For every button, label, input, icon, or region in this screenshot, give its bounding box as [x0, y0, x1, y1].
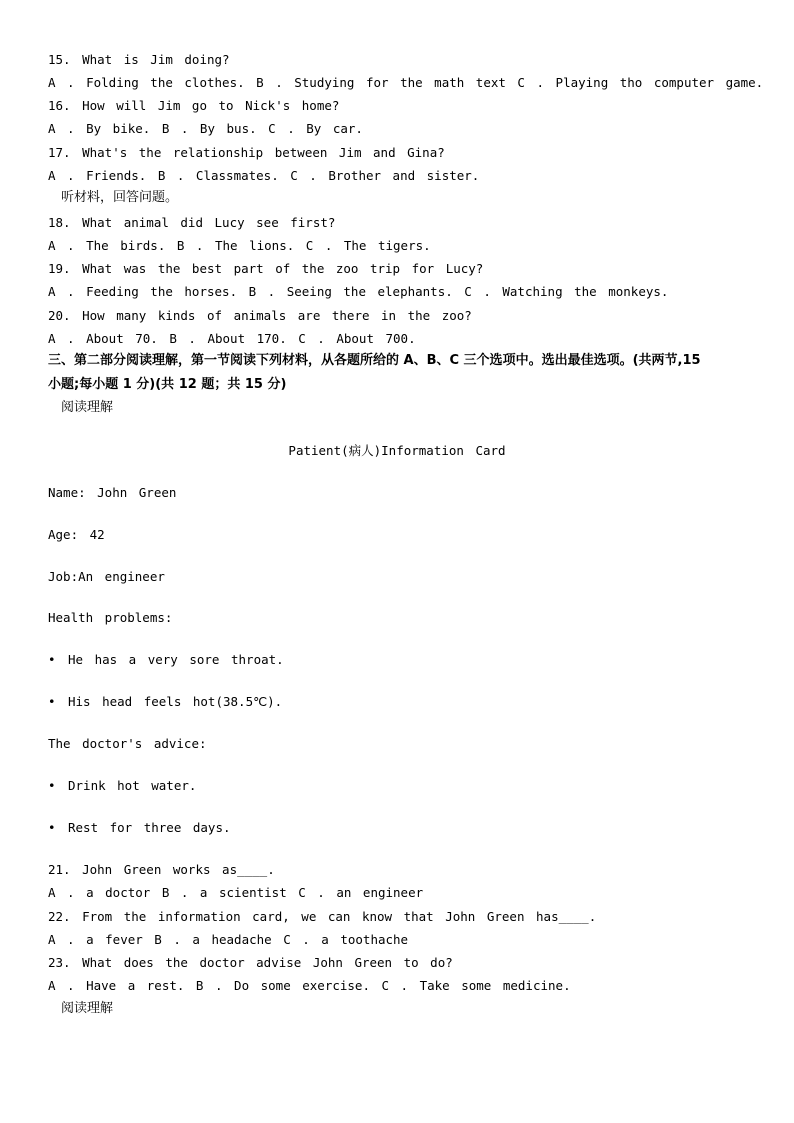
- question-18: 18. What animal did Lucy see first?: [48, 215, 336, 230]
- card-name: Name: John Green: [48, 485, 177, 500]
- next-reading-label: 阅读理解: [61, 1001, 114, 1016]
- question-20-options: A . About 70. B . About 170. C . About 700.: [48, 331, 416, 346]
- question-22: 22. From the information card, we can know that John Green has____.: [48, 909, 597, 924]
- question-17-options: A . Friends. B . Classmates. C . Brother and sister.: [48, 168, 480, 183]
- question-19-options: A . Feeding the horses. B . Seeing the elephants. C . Watching the monkeys.: [48, 284, 669, 299]
- question-23: 23. What does the doctor advise John Green to do?: [48, 955, 453, 970]
- section-heading-line2: 小题;每小题 1 分)(共 12 题；共 15 分): [48, 377, 287, 392]
- health-item: His head feels hot(38.5℃).: [68, 694, 283, 709]
- advice-heading: The doctor's advice:: [48, 736, 207, 751]
- bullet-icon: •: [48, 778, 56, 793]
- question-16: 16. How will Jim go to Nick's home?: [48, 98, 340, 113]
- question-15: 15. What is Jim doing?: [48, 52, 230, 67]
- question-21: 21. John Green works as____.: [48, 862, 275, 877]
- bullet-icon: •: [48, 820, 56, 835]
- card-job: Job:An engineer: [48, 569, 165, 584]
- reading-label: 阅读理解: [61, 400, 114, 415]
- card-title: Patient(病人)Information Card: [288, 443, 506, 458]
- question-20: 20. How many kinds of animals are there in the zoo?: [48, 308, 472, 323]
- listening-instruction: 听材料，回答问题。: [61, 190, 179, 205]
- question-17: 17. What's the relationship between Jim and Gina?: [48, 145, 445, 160]
- bullet-icon: •: [48, 652, 56, 667]
- section-heading-line1: 三、第二部分阅读理解，第一节阅读下列材料，从各题所给的 A、B、C 三个选项中。选出最佳选项。(共两节,15: [48, 353, 701, 368]
- advice-item: Rest for three days.: [68, 820, 231, 835]
- card-age: Age: 42: [48, 527, 105, 542]
- question-21-options: A . a doctor B . a scientist C . an engineer: [48, 885, 424, 900]
- bullet-icon: •: [48, 694, 56, 709]
- question-23-options: A . Have a rest. B . Do some exercise. C . Take some medicine.: [48, 978, 571, 993]
- question-19: 19. What was the best part of the zoo trip for Lucy?: [48, 261, 484, 276]
- question-18-options: A . The birds. B . The lions. C . The tigers.: [48, 238, 431, 253]
- advice-item: Drink hot water.: [68, 778, 197, 793]
- question-15-options: A . Folding the clothes. B . Studying for the math text C . Playing tho computer game.: [48, 75, 764, 90]
- question-22-options: A . a fever B . a headache C . a toothache: [48, 932, 409, 947]
- health-item: He has a very sore throat.: [68, 652, 284, 667]
- question-16-options: A . By bike. B . By bus. C . By car.: [48, 121, 363, 136]
- health-heading: Health problems:: [48, 610, 173, 625]
